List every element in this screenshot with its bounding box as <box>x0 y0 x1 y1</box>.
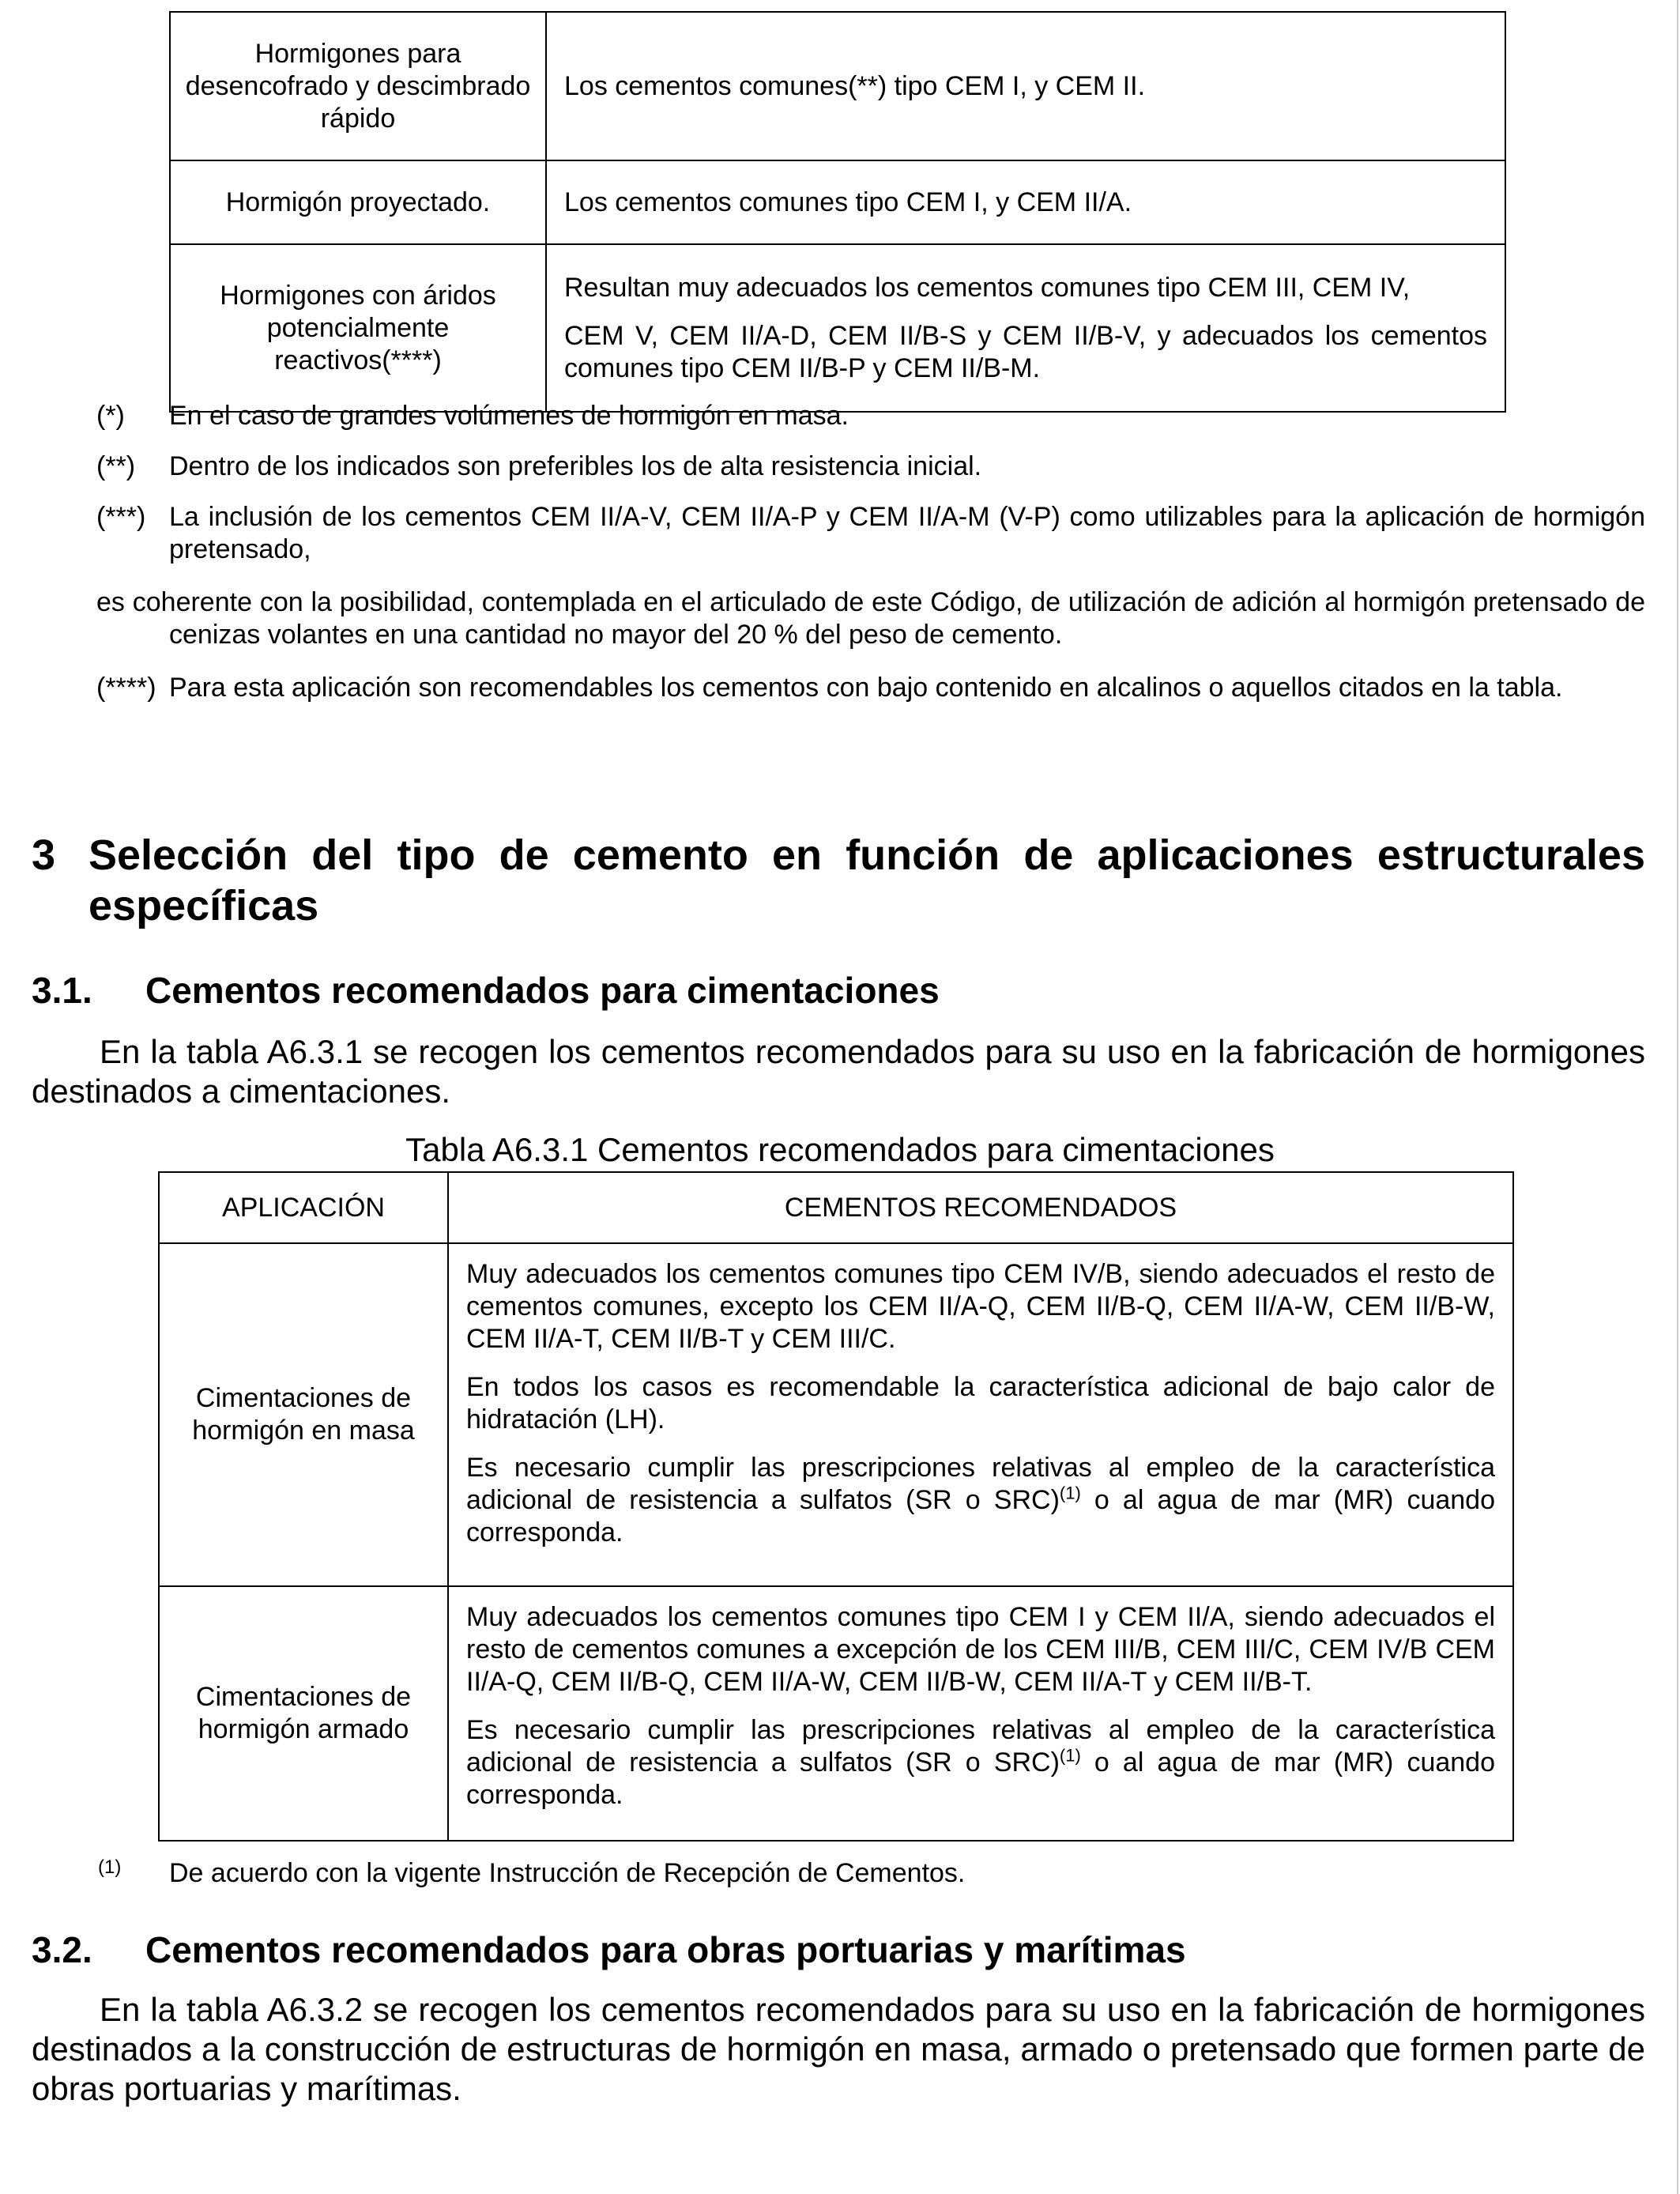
note-text: Para esta aplicación son recomendables los cementos con bajo contenido en alcalinos o aquellos citados en la tabla. <box>169 673 1563 703</box>
cements-text: Los cementos comunes(**) tipo CEM I, y CEM II. <box>564 70 1146 101</box>
cements-cell <box>448 1586 1513 1841</box>
text-run: o al agua de mar (MR) cuando corresponda. <box>466 1485 1495 1547</box>
subsection-number: 3.1. <box>32 970 92 1011</box>
column-header-application: APLICACIÓN <box>159 1172 448 1243</box>
table-row <box>170 12 1505 160</box>
cements-text <box>466 1714 1495 1811</box>
subsection-title: Cementos recomendados para obras portuarias y marítimas <box>145 1929 1186 1970</box>
table-header-row <box>159 1172 1513 1243</box>
cements-cell <box>448 1243 1513 1586</box>
cements-text: Resultan muy adecuados los cementos comunes tipo CEM III, CEM IV, <box>564 272 1411 303</box>
footnote-ref: (1) <box>1059 1745 1081 1766</box>
cements-cell <box>546 244 1505 412</box>
footnote-mark: (1) <box>98 1857 122 1878</box>
note-mark: (***) <box>96 502 146 532</box>
cements-cell <box>546 12 1505 160</box>
footnote <box>96 1857 1645 1890</box>
section-heading <box>32 830 1645 931</box>
application-cell: Cimentaciones de hormigón armado <box>159 1586 448 1841</box>
cements-text: Muy adecuados los cementos comunes tipo CEM I y CEM II/A, siendo adecuados el resto de cementos comunes a excepción de los CEM III/B, CEM III/C, CEM IV/B CEM II/A-Q, CEM II/B-Q, CEM II/A-W, CEM II/B-W, CEM II/A-T y CEM II/B-T. <box>466 1602 1495 1697</box>
cements-text <box>466 1452 1495 1549</box>
note-text: La inclusión de los cementos CEM II/A-V, CEM II/A-P y CEM II/A-M (V-P) como utilizables para la aplicación de hormigón pretensado, <box>169 502 1645 564</box>
cements-cell <box>546 160 1505 244</box>
table-note <box>96 501 1645 566</box>
application-cell: Hormigón proyectado. <box>170 160 546 244</box>
body-paragraph: En la tabla A6.3.2 se recogen los cementos recomendados para su uso en la fabricación de hormigones destinados a la construcción de estructuras de hormigón en masa, armado o pretensado que formen parte de obras portuarias y marítimas. <box>32 1991 1645 2107</box>
subsection-heading <box>32 1928 1645 1971</box>
text-run: o al agua de mar (MR) cuando corresponda. <box>466 1747 1495 1810</box>
applications-table <box>169 11 1506 413</box>
section-title: Selección del tipo de cemento en función de aplicaciones estructurales específicas <box>89 831 1645 929</box>
table-note <box>96 400 1645 432</box>
table-row <box>159 1586 1513 1841</box>
note-text: En el caso de grandes volúmenes de hormigón en masa. <box>169 401 849 431</box>
section-number: 3 <box>32 831 56 879</box>
table-row <box>170 244 1505 412</box>
note-mark: (****) <box>96 673 156 703</box>
column-header-cements: CEMENTOS RECOMENDADOS <box>448 1172 1513 1243</box>
page-edge-rule <box>1677 0 1678 2194</box>
table-row <box>159 1243 1513 1586</box>
subsection-number: 3.2. <box>32 1929 92 1970</box>
note-mark: (*) <box>96 401 125 431</box>
application-cell: Cimentaciones de hormigón en masa <box>159 1243 448 1586</box>
application-cell: Hormigones con áridos potencialmente reactivos(****) <box>170 244 546 412</box>
text-run: Es necesario cumplir las prescripciones relativas al empleo de la característica adicional de resistencia a sulfatos (SR o SRC) <box>466 1715 1495 1777</box>
cements-text: En todos los casos es recomendable la característica adicional de bajo calor de hidratación (LH). <box>466 1372 1495 1434</box>
note-text: Dentro de los indicados son preferibles los de alta resistencia inicial. <box>169 451 982 481</box>
subsection-title: Cementos recomendados para cimentaciones <box>145 970 940 1011</box>
table-caption: Tabla A6.3.1 Cementos recomendados para cimentaciones <box>405 1131 1275 1168</box>
foundations-cement-table <box>158 1171 1514 1842</box>
text-run: Es necesario cumplir las prescripciones relativas al empleo de la característica adicional de resistencia a sulfatos (SR o SRC) <box>466 1453 1495 1515</box>
note-mark: (**) <box>96 451 136 481</box>
footnote-ref: (1) <box>1059 1483 1081 1503</box>
table-note-continuation: es coherente con la posibilidad, contemplada en el articulado de este Código, de utilización de adición al hormigón pretensado de cenizas volantes en una cantidad no mayor del 20 % del peso de cemento. <box>96 587 1645 650</box>
application-cell: Hormigones para desencofrado y descimbrado rápido <box>170 12 546 160</box>
body-paragraph: En la tabla A6.3.1 se recogen los cementos recomendados para su uso en la fabricación de hormigones destinados a cimentaciones. <box>32 1033 1645 1110</box>
cements-text: CEM V, CEM II/A-D, CEM II/B-S y CEM II/B-V, y adecuados los cementos comunes tipo CEM II/B-P y CEM II/B-M. <box>564 320 1487 383</box>
table-row <box>170 160 1505 244</box>
table-note <box>96 450 1645 483</box>
table-note <box>96 672 1645 704</box>
footnote-text: De acuerdo con la vigente Instrucción de Recepción de Cementos. <box>169 1858 966 1888</box>
cements-text: Muy adecuados los cementos comunes tipo CEM IV/B, siendo adecuados el resto de cementos comunes, excepto los CEM II/A-Q, CEM II/B-Q, CEM II/A-W, CEM II/B-W, CEM II/A-T, CEM II/B-T y CEM III/C. <box>466 1259 1495 1354</box>
subsection-heading <box>32 969 1645 1012</box>
cements-text: Los cementos comunes tipo CEM I, y CEM II/A. <box>564 187 1132 217</box>
